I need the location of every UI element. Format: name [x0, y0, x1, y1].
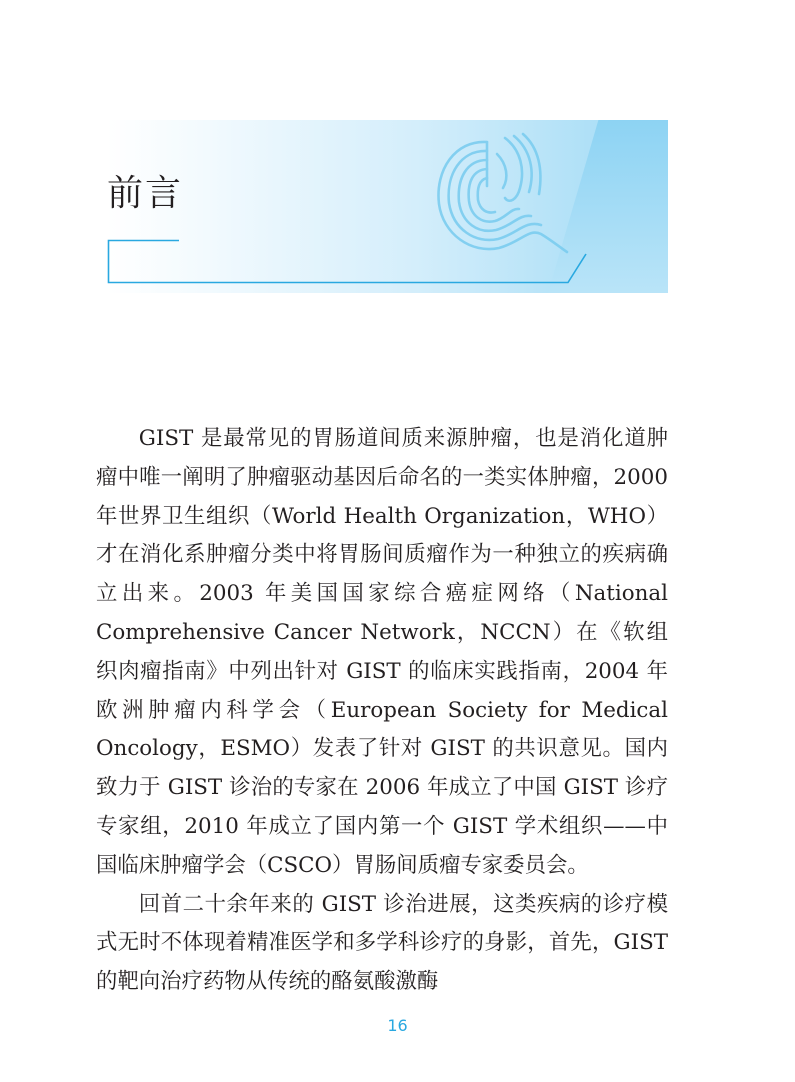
paragraph-1: GIST 是最常见的胃肠道间质来源肿瘤，也是消化道肿瘤中唯一阐明了肿瘤驱动基因后命名的一类实体肿瘤，2000 年世界卫生组织（World Health Organization，WHO）才在消化系肿瘤分类中将胃肠间质瘤作为一种独立的疾病确立出来。2003 年美国国家综合癌症网络（National Comprehensive Cancer Network，NCCN）在《软组织肉瘤指南》中列出针对 GIST 的临床实践指南，2004 年欧洲肿瘤内科学会（European Society for Medical Oncology，ESMO）发表了针对 GIST 的共识意见。国内致力于 GIST 诊治的专家在 2006 年成立了中国 GIST 诊疗专家组，2010 年成立了国内第一个 GIST 学术组织——中国临床肿瘤学会（CSCO）胃肠间质瘤专家委员会。 — [96, 426, 668, 878]
title-frame — [100, 232, 600, 288]
page-title: 前言 — [107, 173, 184, 214]
paragraph-2: 回首二十余年来的 GIST 诊治进展，这类疾病的诊疗模式无时不体现着精准医学和多学科诊疗的身影，首先，GIST 的靶向治疗药物从传统的酪氨酸激酶 — [96, 891, 668, 995]
page-number: 16 — [387, 1016, 408, 1035]
body-text — [96, 420, 668, 1002]
